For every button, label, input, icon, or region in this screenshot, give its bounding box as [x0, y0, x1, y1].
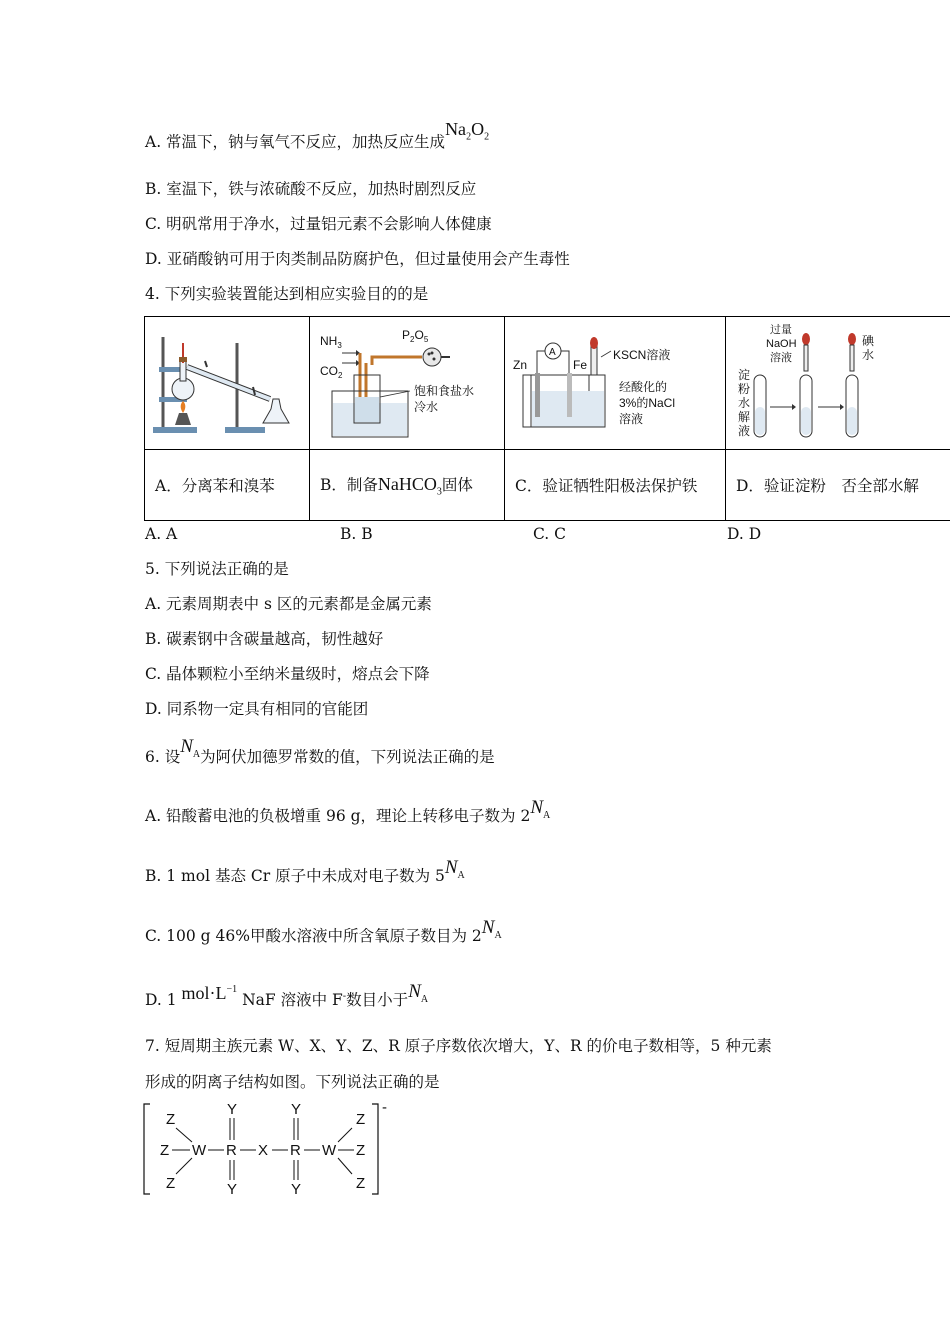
kscn-label: KSCN溶液 [613, 348, 671, 362]
p2o5-label: $P_2O_5$ [402, 328, 429, 344]
avogadro-symbol: $N_A$ [530, 797, 551, 821]
caption-d: D．验证淀粉 否全部水解 [726, 450, 950, 521]
q5-option-c: C. 晶体颗粒小至纳米量级时，熔点会下降 [145, 665, 430, 683]
nahco3-preparation-figure [310, 317, 504, 445]
q7-stem-line2: 形成的阴离子结构如图。下列说法正确的是 [145, 1073, 440, 1091]
q4-stem: 4. 下列实验装置能达到相应实验目的的是 [145, 285, 429, 303]
q4-option-a: A. A [145, 525, 178, 543]
atom-r: R [226, 1142, 237, 1159]
q6-option-d: D. 1 $mol\cdot L^{-1}$ NaF 溶液中 F-数目小于$N_A$ [145, 981, 429, 1009]
excess-label: 过量 [770, 324, 792, 336]
na2o2-formula: $Na_2O_2$ [445, 119, 490, 143]
atom-z: Z [356, 1111, 366, 1128]
q6-option-a: A. 铅酸蓄电池的负极增重 96 g，理论上转移电子数为 $2N_A$ [145, 797, 551, 825]
saturated-brine-label: 饱和食盐水 [414, 384, 475, 398]
acidified-label: 经酸化的 [619, 380, 668, 394]
q4-option-b: B. B [340, 525, 373, 543]
atom-x: X [258, 1142, 269, 1159]
q3-option-c: C. 明矾常用于净水，过量铝元素不会影响人体健康 [145, 215, 492, 233]
starch-label-2: 粉 [738, 382, 751, 396]
iodine-label-1: 碘 [862, 334, 875, 348]
anion-structure-figure [140, 1100, 400, 1200]
q3-option-d: D. 亚硝酸钠可用于肉类制品防腐护色，但过量使用会产生毒性 [145, 250, 570, 268]
solution-label: 溶液 [619, 412, 644, 426]
atom-r: R [290, 1142, 301, 1159]
q5-option-a: A. 元素周期表中 s 区的元素都是金属元素 [145, 595, 432, 613]
caption-b: B．制备NaHCO$_3$固体 [310, 450, 505, 521]
starch-hydrolysis-figure [726, 317, 950, 445]
nh3-label: $NH_3$ [320, 334, 342, 350]
q6-option-c: C. 100 g 46%甲酸水溶液中所含氧原子数目为 $2N_A$ [145, 917, 502, 945]
concentration-unit: $mol\cdot L^{-1}$ [181, 983, 238, 1003]
q7-stem-line1: 7. 短周期主族元素 W、X、Y、Z、R 原子序数依次增大，Y、R 的价电子数相等，5 种元素 [145, 1037, 772, 1055]
caption-a: A．分离苯和溴苯 [145, 450, 310, 521]
cold-water-label: 冷水 [414, 400, 439, 414]
starch-label-4: 解 [738, 410, 751, 424]
q4-option-c: C. C [533, 525, 567, 543]
atom-z: Z [166, 1111, 176, 1128]
avogadro-symbol: $N_A$ [481, 917, 502, 941]
caption-c: C．验证牺牲阳极法保护铁 [505, 450, 726, 521]
atom-y: Y [227, 1101, 238, 1118]
atom-y: Y [291, 1101, 302, 1118]
q4-option-d: D. D [727, 525, 762, 543]
zn-label: Zn [513, 358, 528, 372]
nacl-label: 3%的NaCl [619, 396, 676, 410]
ammeter-label: A [549, 347, 556, 358]
nahco3-formula: NaHCO$_3$ [377, 473, 442, 498]
avogadro-symbol: $N_A$ [180, 736, 201, 760]
atom-z: Z [356, 1142, 366, 1159]
starch-label-1: 淀 [738, 368, 751, 382]
fe-label: Fe [573, 358, 588, 372]
apparatus-d-cell [726, 317, 950, 450]
apparatus-c-cell [505, 317, 726, 450]
atom-w: W [322, 1142, 337, 1159]
q6-stem: 6. 设$N_A$为阿伏加德罗常数的值，下列说法正确的是 [145, 736, 495, 766]
sacrificial-anode-figure [505, 317, 725, 445]
starch-label-3: 水 [738, 396, 751, 410]
q6-option-b: B. 1 mol 基态 Cr 原子中未成对电子数为 $5N_A$ [145, 857, 465, 885]
distillation-apparatus-figure [145, 317, 309, 445]
atom-z: Z [160, 1142, 170, 1159]
q5-option-b: B. 碳素钢中含碳量越高，韧性越好 [145, 630, 384, 648]
avogadro-symbol: $N_A$ [444, 857, 465, 881]
charge-label: - [382, 1100, 387, 1116]
q3-option-b: B. 室温下，铁与浓硫酸不反应，加热时剧烈反应 [145, 180, 477, 198]
atom-y: Y [291, 1181, 302, 1198]
q5-option-d: D. 同系物一定具有相同的官能团 [145, 700, 369, 718]
atom-z: Z [166, 1175, 176, 1192]
co2-label: $CO_2$ [320, 364, 343, 380]
atom-w: W [192, 1142, 207, 1159]
q3-option-a: A. 常温下，钠与氧气不反应，加热反应生成$Na_2O_2$ [145, 119, 490, 151]
apparatus-a-cell [145, 317, 310, 450]
q4-apparatus-table [144, 316, 950, 521]
apparatus-b-cell [310, 317, 505, 450]
avogadro-symbol: $N_A$ [408, 981, 429, 1005]
atom-z: Z [356, 1175, 366, 1192]
atom-y: Y [227, 1181, 238, 1198]
starch-label-5: 液 [738, 424, 751, 438]
q5-stem: 5. 下列说法正确的是 [145, 560, 289, 578]
iodine-label-2: 水 [862, 348, 875, 362]
naoh-label: NaOH [766, 338, 797, 350]
naoh-solution-label: 溶液 [770, 352, 792, 364]
